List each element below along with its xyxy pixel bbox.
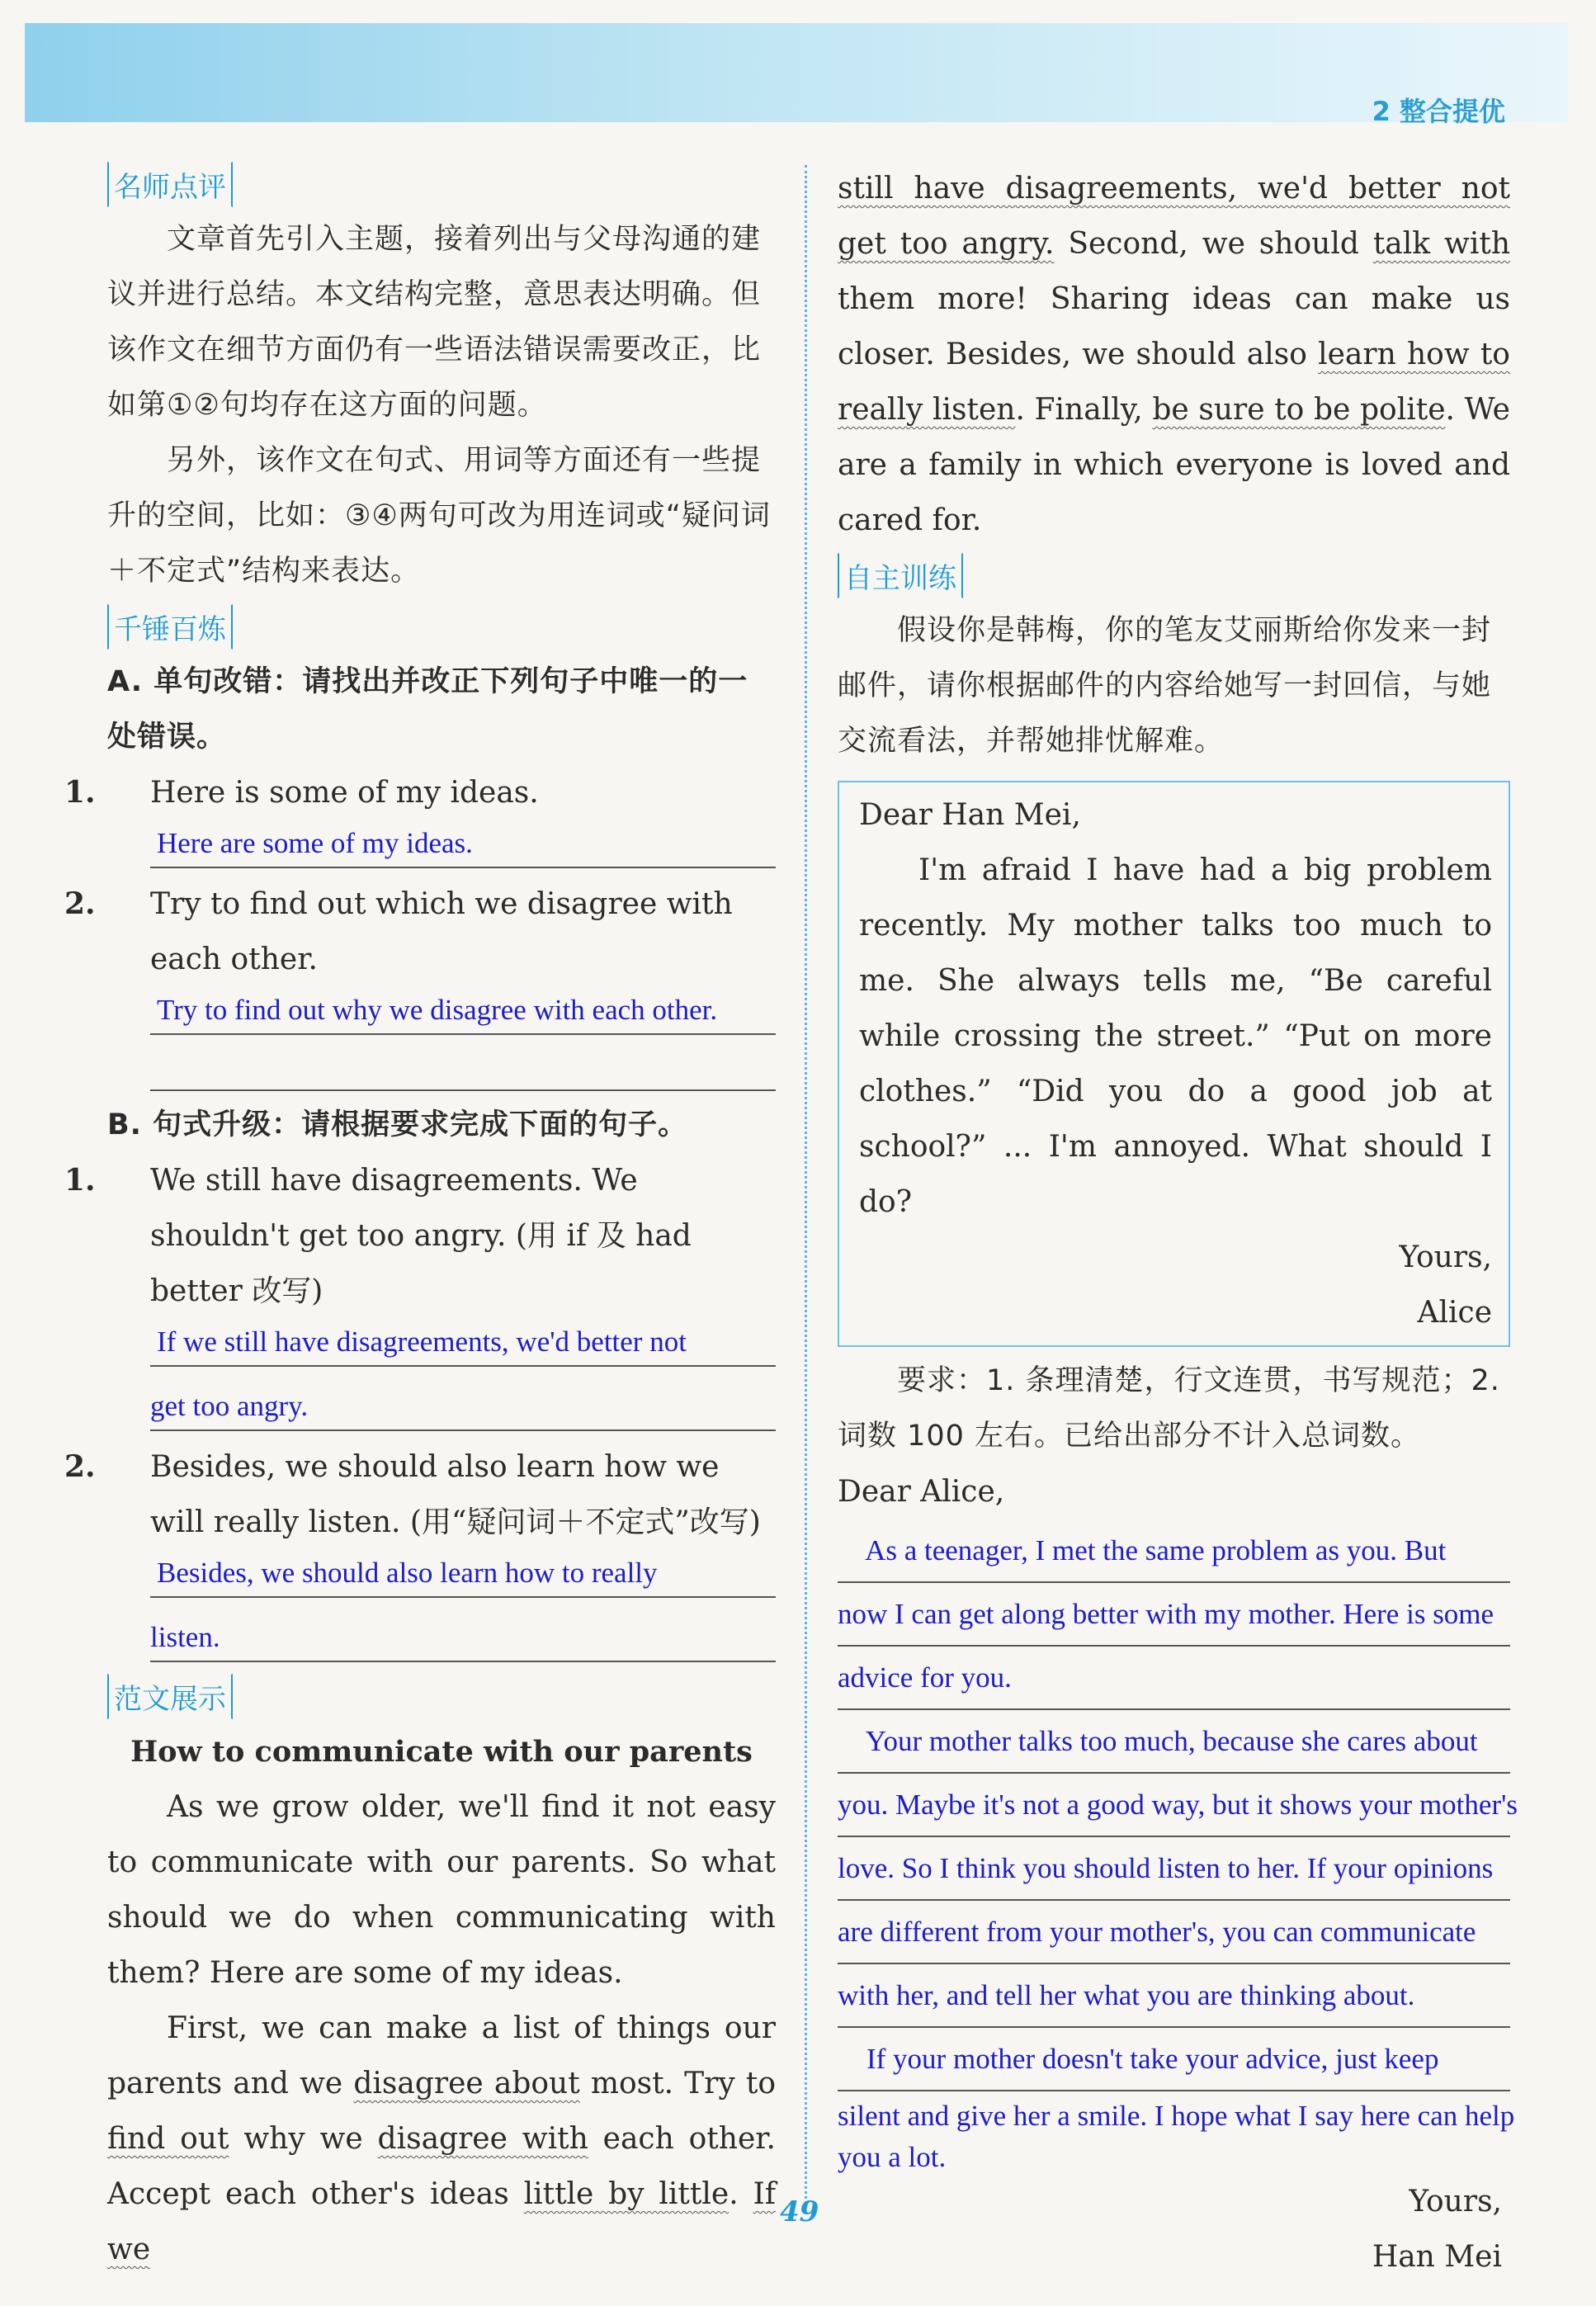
reply-signature: Han Mei (1372, 2240, 1502, 2274)
section-title: 2 整合提优 (1372, 96, 1505, 127)
reply-line: are different from your mother's, you can communicate (838, 1901, 1510, 1964)
highlighted-phrase: disagree about (353, 2067, 580, 2100)
question-b2 (64, 1439, 776, 1550)
part-a-instruction: A. 单句改错：请找出并改正下列句子中唯一的一处错误。 (107, 665, 748, 754)
page-number: 49 (780, 2195, 819, 2228)
reply-line: Your mother talks too much, because she cares about (838, 1710, 1510, 1774)
text-run: . We are a family in which everyone is loved and cared for. (838, 393, 1510, 537)
text-run: . Finally, (1015, 393, 1153, 427)
writing-requirements: 要求：1. 条理清楚，行文连贯，书写规范；2. 词数 100 左右。已给出部分不计入总词数。 (838, 1364, 1500, 1453)
sample-continued (838, 161, 1510, 548)
sample-paragraph-2 (107, 2001, 776, 2277)
question-a1 (64, 765, 776, 820)
question-b1 (64, 1153, 776, 1319)
highlighted-phrase: learn how to really listen (838, 338, 1510, 427)
highlighted-phrase: still have disagreements, we'd better not get too angry. (838, 172, 1510, 261)
question-number: 1. (64, 1163, 96, 1198)
reply-line: you a lot. (838, 2141, 947, 2173)
answer-a2-blank-line[interactable] (150, 1035, 776, 1091)
text-run: First, we can make a list of things our parents and we (107, 2011, 776, 2100)
question-a2 (64, 877, 776, 987)
task-instruction: 假设你是韩梅，你的笔友艾丽斯给你发来一封邮件，请你根据邮件的内容给她写一封回信，与她交流看法，并帮她排忧解难。 (838, 614, 1492, 758)
text-run: why we (229, 2122, 378, 2156)
reply-line: love. So I think you should listen to her. If your opinions (838, 1837, 1510, 1901)
text-run: Second, we should (1054, 227, 1373, 261)
highlighted-phrase: disagree with (377, 2122, 588, 2156)
reply-line: now I can get along better with my mother. Here is some (838, 1583, 1510, 1647)
reply-line: As a teenager, I met the same problem as you. But (838, 1519, 1510, 1583)
reply-greeting: Dear Alice, (838, 1475, 1005, 1509)
column-divider (805, 165, 807, 2204)
review-paragraph-2: 另外，该作文在句式、用词等方面还有一些提升的空间，比如：③④两句可改为用连词或“疑问词＋不定式”结构来表达。 (107, 444, 771, 588)
highlighted-phrase: If we (107, 2177, 777, 2266)
answer-b1-line2[interactable]: get too angry. (150, 1383, 776, 1431)
part-b-instruction: B. 句式升级：请根据要求完成下面的句子。 (107, 1108, 688, 1141)
header-banner (25, 23, 1568, 122)
text-run: each other. Accept each other's ideas (107, 2122, 776, 2211)
text-run: most. Try to (579, 2067, 776, 2100)
answer-a1[interactable]: Here are some of my ideas. (150, 820, 776, 868)
email-greeting: Dear Han Mei, (859, 798, 1081, 832)
email-box (838, 781, 1510, 1347)
answer-a2[interactable]: Try to find out why we disagree with each other. (150, 987, 776, 1035)
text-run: . (729, 2177, 753, 2211)
reply-closing: Yours, (1409, 2185, 1502, 2219)
reply-line: silent and give her a smile. I hope what I say here can help (838, 2100, 1515, 2132)
answer-b2-line1[interactable]: Besides, we should also learn how to really (150, 1550, 776, 1598)
question-text: Try to find out which we disagree with each other. (150, 887, 733, 976)
answer-b2-line2[interactable]: listen. (150, 1614, 776, 1662)
left-column (64, 157, 777, 2277)
question-text: Besides, we should also learn how we will really listen. (用“疑问词＋不定式”改写) (150, 1450, 761, 1539)
tag-self-practice: 自主训练 (838, 553, 963, 598)
right-column (838, 161, 1518, 2285)
question-number: 2. (64, 886, 96, 921)
question-number: 2. (64, 1449, 96, 1484)
question-number: 1. (64, 775, 96, 810)
reply-answer-area[interactable] (838, 1519, 1518, 2174)
sample-paragraph-1: As we grow older, we'll find it not easy to communicate with our parents. So what should we do when communicating with them? Here are some of my ideas. (107, 1790, 776, 1990)
highlighted-phrase: find out (107, 2122, 229, 2156)
reply-line: advice for you. (838, 1647, 1510, 1710)
question-text: We still have disagreements. We shouldn't get too angry. (用 if 及 had better 改写) (150, 1164, 692, 1308)
tag-sample: 范文展示 (107, 1674, 233, 1719)
email-body: I'm afraid I have had a big problem recently. My mother talks too much to me. She always tells me, “Be careful while crossing the street.” “Put on more clothes.” “Did you do a good job at school?” ... I'm annoyed. What should I do? (859, 853, 1492, 1219)
question-text: Here is some of my ideas. (150, 776, 539, 810)
highlighted-phrase: be sure to be polite (1152, 393, 1446, 427)
reply-line: If your mother doesn't take your advice, just keep (838, 2028, 1510, 2091)
highlighted-phrase: talk with (1372, 227, 1511, 261)
highlighted-phrase: little by little (523, 2177, 730, 2211)
reply-line: you. Maybe it's not a good way, but it shows your mother's (838, 1774, 1510, 1837)
email-signature: Alice (1417, 1296, 1492, 1330)
review-paragraph-1: 文章首先引入主题，接着列出与父母沟通的建议并进行总结。本文结构完整，意思表达明确。但该作文在细节方面仍有一些语法错误需要改正，比如第①②句均存在这方面的问题。 (107, 223, 762, 422)
tag-practice: 千锤百炼 (107, 604, 233, 650)
tag-review: 名师点评 (107, 162, 233, 207)
sample-title: How to communicate with our parents (130, 1735, 753, 1769)
answer-b1-line1[interactable]: If we still have disagreements, we'd better not (150, 1319, 776, 1367)
reply-line: with her, and tell her what you are thinking about. (838, 1964, 1510, 2028)
email-closing: Yours, (1399, 1240, 1492, 1274)
text-run: them more! Sharing ideas can make us closer. Besides, we should also (838, 282, 1510, 371)
